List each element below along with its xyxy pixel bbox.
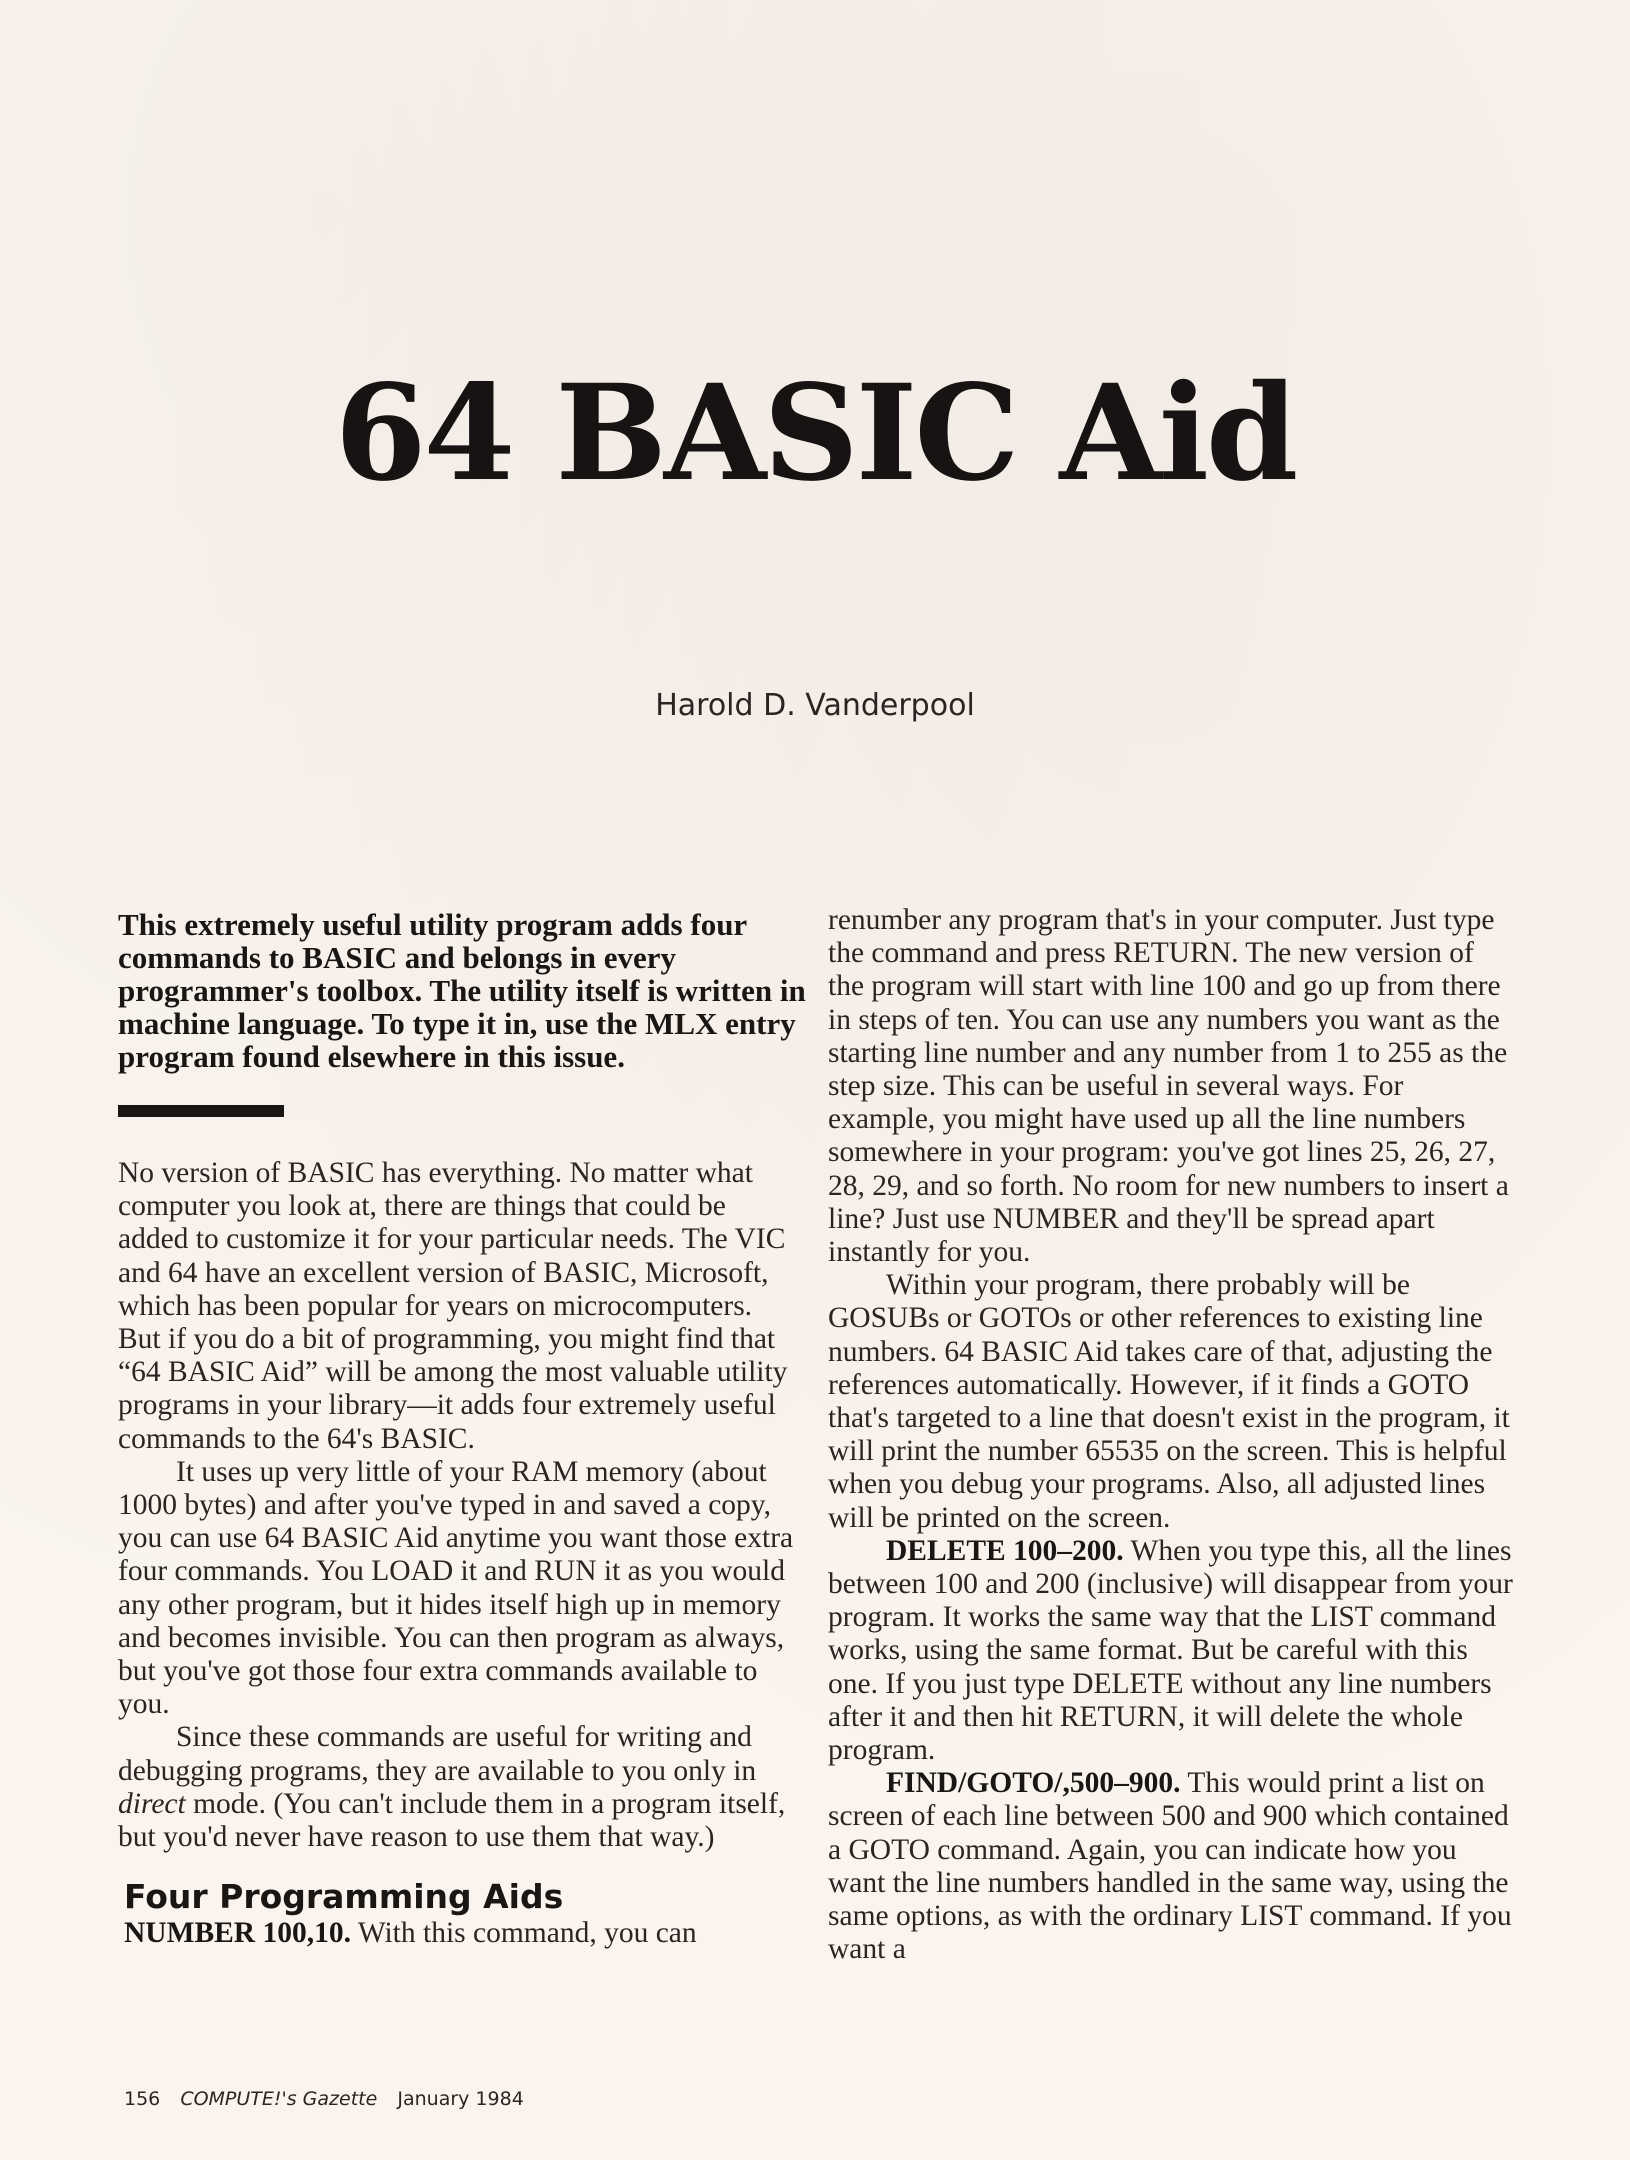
right-column <box>828 904 1514 1967</box>
left-column <box>118 907 806 1951</box>
section-heading: Four Programming Aids <box>124 1877 564 1917</box>
command-lead: FIND/GOTO/,500–900. <box>886 1767 1181 1800</box>
command-lead: DELETE 100–200. <box>886 1534 1124 1567</box>
paragraph: renumber any program that's in your computer. Just type the command and press RETURN. The new version of the program will start with line 100 and go up from there in steps of ten. You can use any numbers you want as the starting line number and any number from 1 to 255 as the step size. This can be useful in several ways. For example, you might have used up all the line numbers somewhere in your program: you've got lines 25, 26, 27, 28, 29, and so forth. No room for new numbers to insert a line? Just use NUMBER and they'll be spread apart instantly for you. <box>828 904 1509 1269</box>
paragraph-text: mode. (You can't include them in a program itself, but you'd never have reason to use them that way.) <box>118 1787 786 1854</box>
page-footer <box>124 2088 538 2110</box>
intro-deck: This extremely useful utility program adds four commands to BASIC and belongs in every programmer's toolbox. The utility itself is written in machine language. To type it in, use the MLX entry program found elsewhere in this issue. <box>118 907 806 1074</box>
paragraph-text: Since these commands are useful for writing and debugging programs, they are available to you only in <box>118 1721 757 1787</box>
paragraph-text: This would print a list on screen of each line between 500 and 900 which contained a GOTO command. Again, you can indicate how you want the line numbers handled in the same way, using the same options, as with the ordinary LIST command. If you want a <box>828 1767 1512 1966</box>
page-number: 156 <box>124 2088 161 2110</box>
paragraph-text: With this command, you can <box>350 1917 697 1950</box>
command-lead: NUMBER 100,10. <box>124 1917 351 1950</box>
issue-date: January 1984 <box>397 2088 524 2110</box>
paragraph <box>828 1767 1514 1966</box>
publication-name: COMPUTE!'s Gazette <box>180 2088 378 2110</box>
paragraph-text: When you type this, all the lines between 100 and 200 (inclusive) will disappear from your program. It works the same way that the LIST command works, using the same format. But be careful with this one. If you just type DELETE without any line numbers after it and then hit RETURN, it will delete the whole program. <box>828 1534 1513 1767</box>
author-byline: Harold D. Vanderpool <box>655 688 975 723</box>
emphasis-text: direct <box>118 1787 186 1820</box>
paragraph: It uses up very little of your RAM memory (about 1000 bytes) and after you've typed in and saved a copy, you can use 64 BASIC Aid anytime you want those extra four commands. You LOAD it and RUN it as you would any other program, but it hides itself high up in memory and becomes invisible. You can then program as always, but you've got those four extra commands available to you. <box>118 1455 794 1721</box>
paragraph: Within your program, there probably will be GOSUBs or GOTOs or other references to existing line numbers. 64 BASIC Aid takes care of that, adjusting the references automatically. However, if it finds a GOTO that's targeted to a line that doesn't exist in the program, it will print the number 65535 on the screen. This is helpful when you debug your programs. Also, all adjusted lines will be printed on the screen. <box>828 1269 1510 1534</box>
paragraph <box>828 1535 1514 1767</box>
section-rule <box>118 1105 284 1117</box>
paragraph <box>124 1917 798 1950</box>
paragraph <box>118 1721 798 1854</box>
article-title: 64 BASIC Aid <box>334 356 1296 511</box>
paragraph: No version of BASIC has everything. No matter what computer you look at, there are things that could be added to customize it for your particular needs. The VIC and 64 have an excellent version of BASIC, Microsoft, which has been popular for years on microcomputers. But if you do a bit of programming, you might find that “64 BASIC Aid” will be among the most valuable utility programs in your library—it adds four extremely useful commands to the 64's BASIC. <box>118 1157 788 1455</box>
